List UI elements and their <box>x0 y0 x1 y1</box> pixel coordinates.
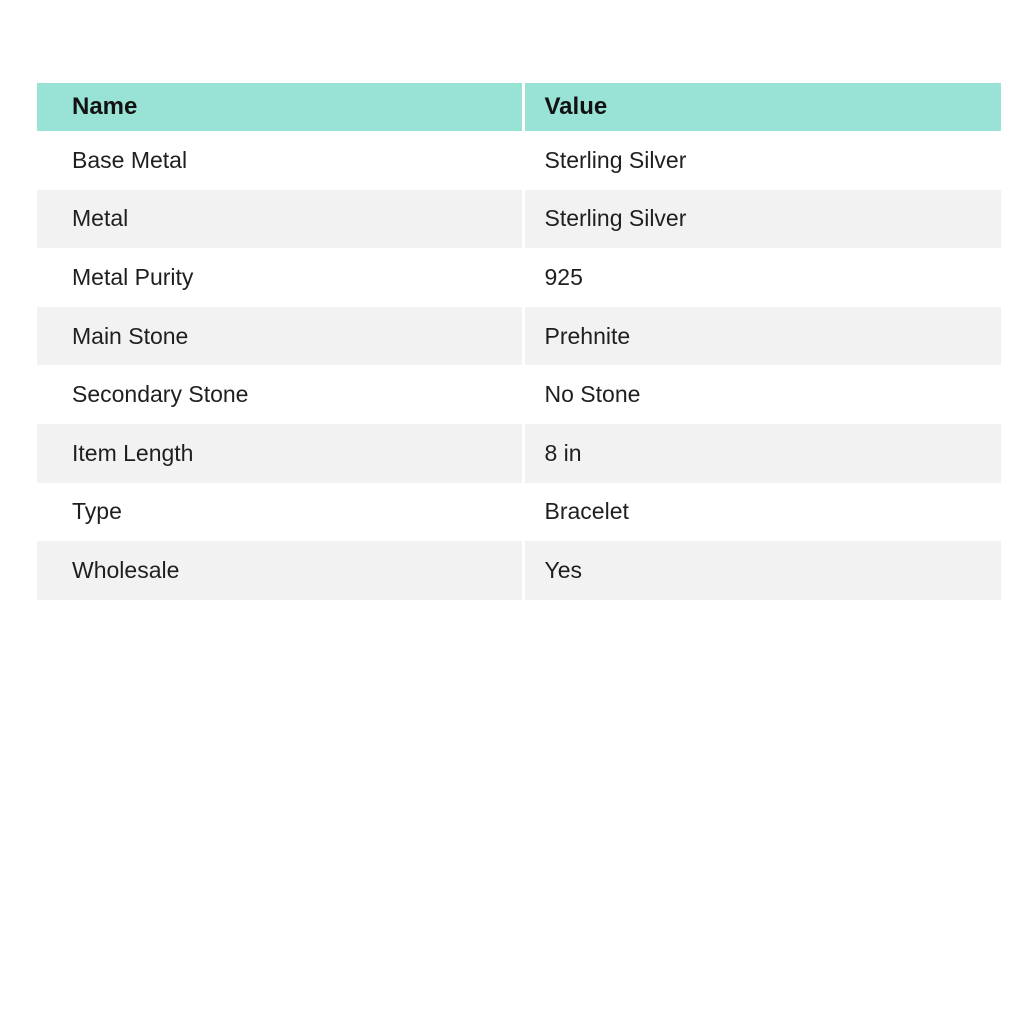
spec-value-cell: Sterling Silver <box>523 190 1001 249</box>
table-row <box>37 424 1001 483</box>
table-header-row <box>37 83 1001 131</box>
spec-value-cell: Sterling Silver <box>523 131 1001 190</box>
item-specifics-table <box>37 83 1001 600</box>
spec-value-cell: No Stone <box>523 365 1001 424</box>
table-row <box>37 190 1001 249</box>
spec-value-cell: Yes <box>523 541 1001 600</box>
spec-value-cell: 8 in <box>523 424 1001 483</box>
table-row <box>37 131 1001 190</box>
table-row <box>37 365 1001 424</box>
spec-name-cell: Wholesale <box>37 541 523 600</box>
column-header-name: Name <box>37 83 523 131</box>
spec-name-cell: Item Length <box>37 424 523 483</box>
spec-value-cell: Bracelet <box>523 483 1001 542</box>
spec-value-cell: Prehnite <box>523 307 1001 366</box>
table-row <box>37 541 1001 600</box>
spec-name-cell: Metal Purity <box>37 248 523 307</box>
column-header-value: Value <box>523 83 1001 131</box>
spec-name-cell: Base Metal <box>37 131 523 190</box>
table-row <box>37 483 1001 542</box>
table-row <box>37 307 1001 366</box>
spec-name-cell: Secondary Stone <box>37 365 523 424</box>
spec-name-cell: Metal <box>37 190 523 249</box>
spec-value-cell: 925 <box>523 248 1001 307</box>
spec-name-cell: Main Stone <box>37 307 523 366</box>
table-row <box>37 248 1001 307</box>
spec-name-cell: Type <box>37 483 523 542</box>
